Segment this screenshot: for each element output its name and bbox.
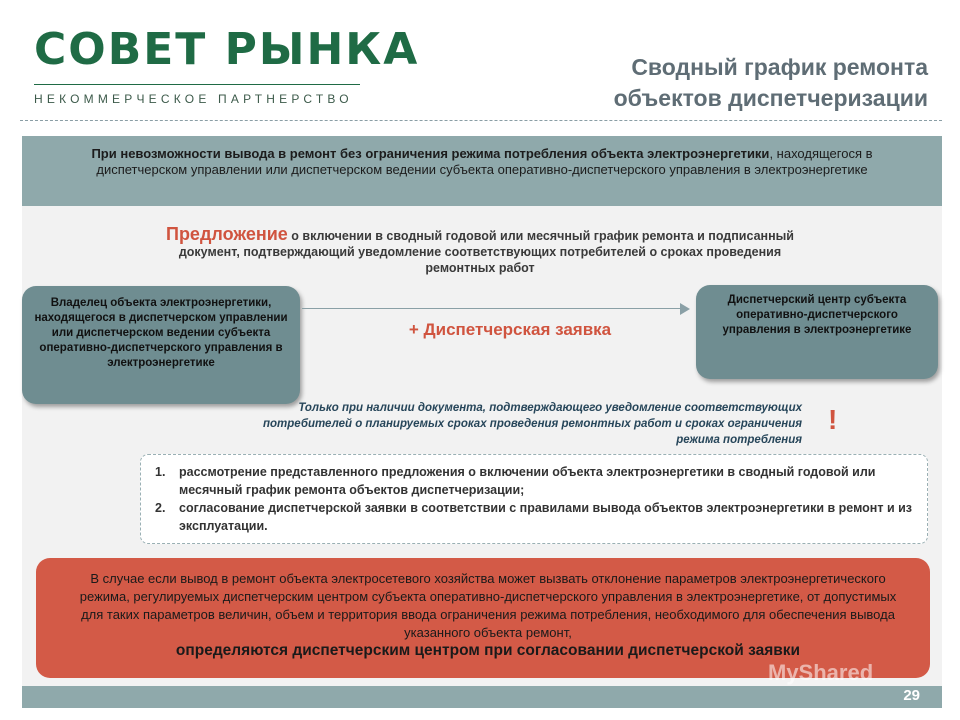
page-number: 29: [903, 687, 920, 704]
flow-arrow-line: [302, 308, 688, 309]
actions-list: [140, 454, 928, 544]
footer-bar: [22, 686, 942, 708]
list-item: [155, 499, 915, 535]
dispatch-center-node: Диспетчерский центр субъекта оперативно-диспетчерского управления в электроэнергетике: [696, 285, 938, 379]
exclamation-icon: !: [828, 404, 838, 435]
list-item-number: 1.: [155, 465, 166, 479]
slide-title-line-1: Сводный график ремонта: [631, 54, 928, 80]
logo-divider: [34, 84, 360, 85]
slide-title: [508, 52, 928, 114]
arrow-right-icon: [680, 303, 690, 315]
warning-strong-text: определяются диспетчерским центром при согласовании диспетчерской заявки: [175, 642, 801, 659]
header-separator: [20, 120, 942, 121]
condition-note: Только при наличии документа, подтверждающего уведомление соответствующих потребителей о планируемых сроках проведения ремонтных работ и сроках ограничения режима потребления: [262, 402, 802, 446]
list-item-number: 2.: [155, 501, 166, 515]
proposal-text: [150, 226, 810, 276]
list-item: [155, 463, 915, 499]
condition-bold-text: При невозможности вывода в ремонт без ограничения режима потребления объекта электроэнергетики: [91, 146, 770, 161]
proposal-description: о включении в сводный годовой или месячный график ремонта и подписанный документ, подтверждающий уведомление соответствующих потребителей о сроках проведения ремонтных работ: [178, 229, 794, 275]
logo-subtitle: НЕКОММЕРЧЕСКОЕ ПАРТНЕРСТВО: [34, 92, 353, 106]
proposal-highlight: Предложение: [166, 224, 288, 244]
list-item-text: согласование диспетчерской заявки в соответствии с правилами вывода объектов электроэнергетики в ремонт и из эксплуатации.: [179, 501, 913, 533]
dispatch-request-label: + Диспетчерская заявка: [408, 320, 612, 339]
slide-title-line-2: объектов диспетчеризации: [613, 85, 928, 111]
condition-text: , находящегося в диспетчерском управлении или диспетчерском ведении субъекта оперативно-диспетчерского управления в электроэнергетике: [96, 146, 873, 177]
watermark-logo: MyShared: [768, 660, 874, 685]
condition-box: [22, 136, 942, 206]
owner-node: Владелец объекта электроэнергетики, находящегося в диспетчерском управлении или диспетчерском ведении субъекта оперативно-диспетчерского управления в электроэнергетике: [22, 286, 300, 404]
logo-title: СОВЕТ РЫНКА: [34, 24, 420, 75]
warning-text: В случае если вывод в ремонт объекта электросетевого хозяйства может вызвать отклонение параметров электроэнергетического режима, регулируемых диспетчерским центром субъекта оперативно-диспетчерского управления в электроэнергетике, от допустимых для таких параметров величин, объем и территория ввода ограничения режима потребления, необходимого для обеспечения вывода указанного объекта ремонт,: [79, 571, 897, 640]
list-item-text: рассмотрение представленного предложения о включении объекта электроэнергетики в сводный годовой или месячный график ремонта объектов диспетчеризации;: [179, 465, 876, 497]
